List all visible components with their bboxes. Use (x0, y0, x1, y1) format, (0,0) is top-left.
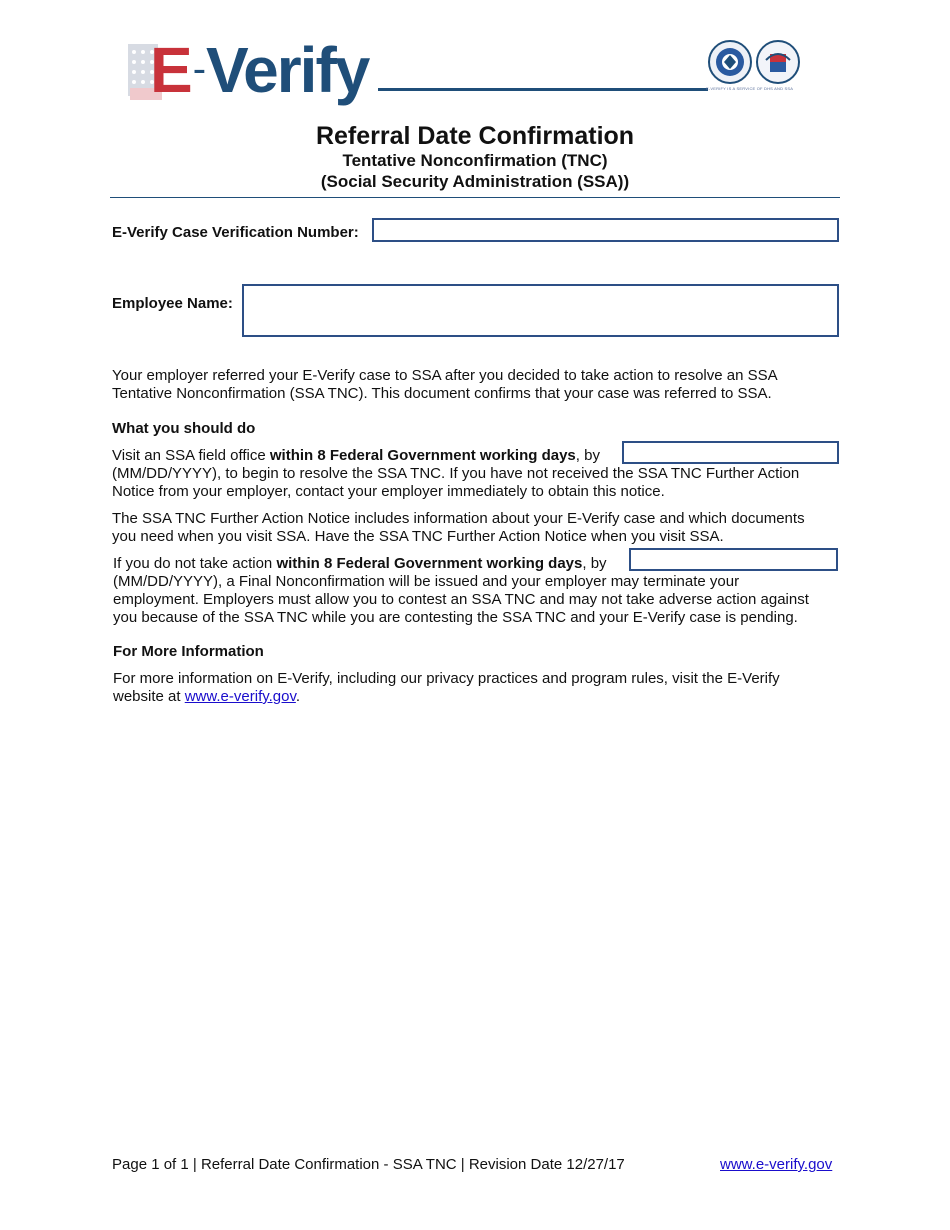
employee-name-input[interactable] (242, 284, 839, 337)
action-date-input[interactable] (629, 548, 838, 571)
seal-tagline: E-VERIFY IS A SERVICE OF DHS AND SSA (706, 86, 794, 91)
action-line-3: employment. Employers must allow you to contest an SSA TNC and may not take adverse action against (113, 591, 809, 608)
more-info-suffix: . (295, 688, 301, 705)
action-line-4: you because of the SSA TNC while you are contesting the SSA TNC and your E-Verify case is pending. (113, 609, 798, 626)
page-subtitle-2: (Social Security Administration (SSA)) (320, 172, 630, 191)
more-info-heading: For More Information (113, 643, 264, 660)
footer-text: Page 1 of 1 | Referral Date Confirmation - SSA TNC | Revision Date 12/27/17 (112, 1156, 625, 1173)
intro-line-1: Your employer referred your E-Verify case to SSA after you decided to take action to resolve an SSA (112, 367, 778, 384)
intro-paragraph (112, 367, 842, 403)
page-title: Referral Date Confirmation (315, 122, 635, 150)
logo-verify: Verify (206, 34, 369, 106)
visit-line-3: Notice from your employer, contact your employer immediately to obtain this notice. (112, 483, 665, 500)
case-number-input[interactable] (372, 218, 839, 242)
footer-e-verify-link[interactable]: www.e-verify.gov (720, 1156, 833, 1173)
title-divider (110, 197, 840, 198)
more-info-line-2 (113, 688, 843, 706)
visit-line-2: (MM/DD/YYYY), to begin to resolve the SSA TNC. If you have not received the SSA TNC Further Action (112, 465, 800, 482)
dhs-seal-icon (708, 40, 752, 84)
logo-dash: - (192, 47, 205, 91)
action-text-a: If you do not take action (113, 555, 277, 572)
visit-text-a: Visit an SSA field office (112, 447, 270, 464)
intro-line-2: Tentative Nonconfirmation (SSA TNC). This document confirms that your case was referred to SSA. (112, 385, 772, 402)
more-info-line-1: For more information on E-Verify, including our privacy practices and program rules, visit the E-Verify (113, 670, 780, 687)
visit-date-input[interactable] (622, 441, 839, 464)
visit-deadline-bold: within 8 Federal Government working days (269, 447, 576, 464)
e-verify-link[interactable]: www.e-verify.gov (184, 688, 296, 705)
notice-line-1: The SSA TNC Further Action Notice includes information about your E-Verify case and which documents (112, 510, 805, 527)
e-verify-logo (128, 34, 390, 108)
case-number-label: E-Verify Case Verification Number: (112, 224, 359, 241)
action-text-b: , by (582, 555, 607, 572)
visit-text-b: , by (575, 447, 600, 464)
employee-name-label: Employee Name: (112, 295, 233, 312)
logo-e: E (150, 34, 191, 106)
action-deadline-bold: within 8 Federal Government working days (276, 555, 583, 572)
logo-wordmark (150, 34, 369, 106)
more-info-paragraph (113, 670, 843, 706)
notice-paragraph (112, 510, 842, 546)
ssa-seal-icon (756, 40, 800, 84)
more-info-prefix: website at (113, 688, 185, 705)
what-heading: What you should do (112, 420, 256, 437)
page-subtitle-1: Tentative Nonconfirmation (TNC) (342, 151, 608, 170)
header-rule (378, 88, 708, 91)
action-line-2: (MM/DD/YYYY), a Final Nonconfirmation will be issued and your employer may terminate your (113, 573, 740, 590)
notice-line-2: you need when you visit SSA. Have the SSA TNC Further Action Notice when you visit SSA. (112, 528, 724, 545)
